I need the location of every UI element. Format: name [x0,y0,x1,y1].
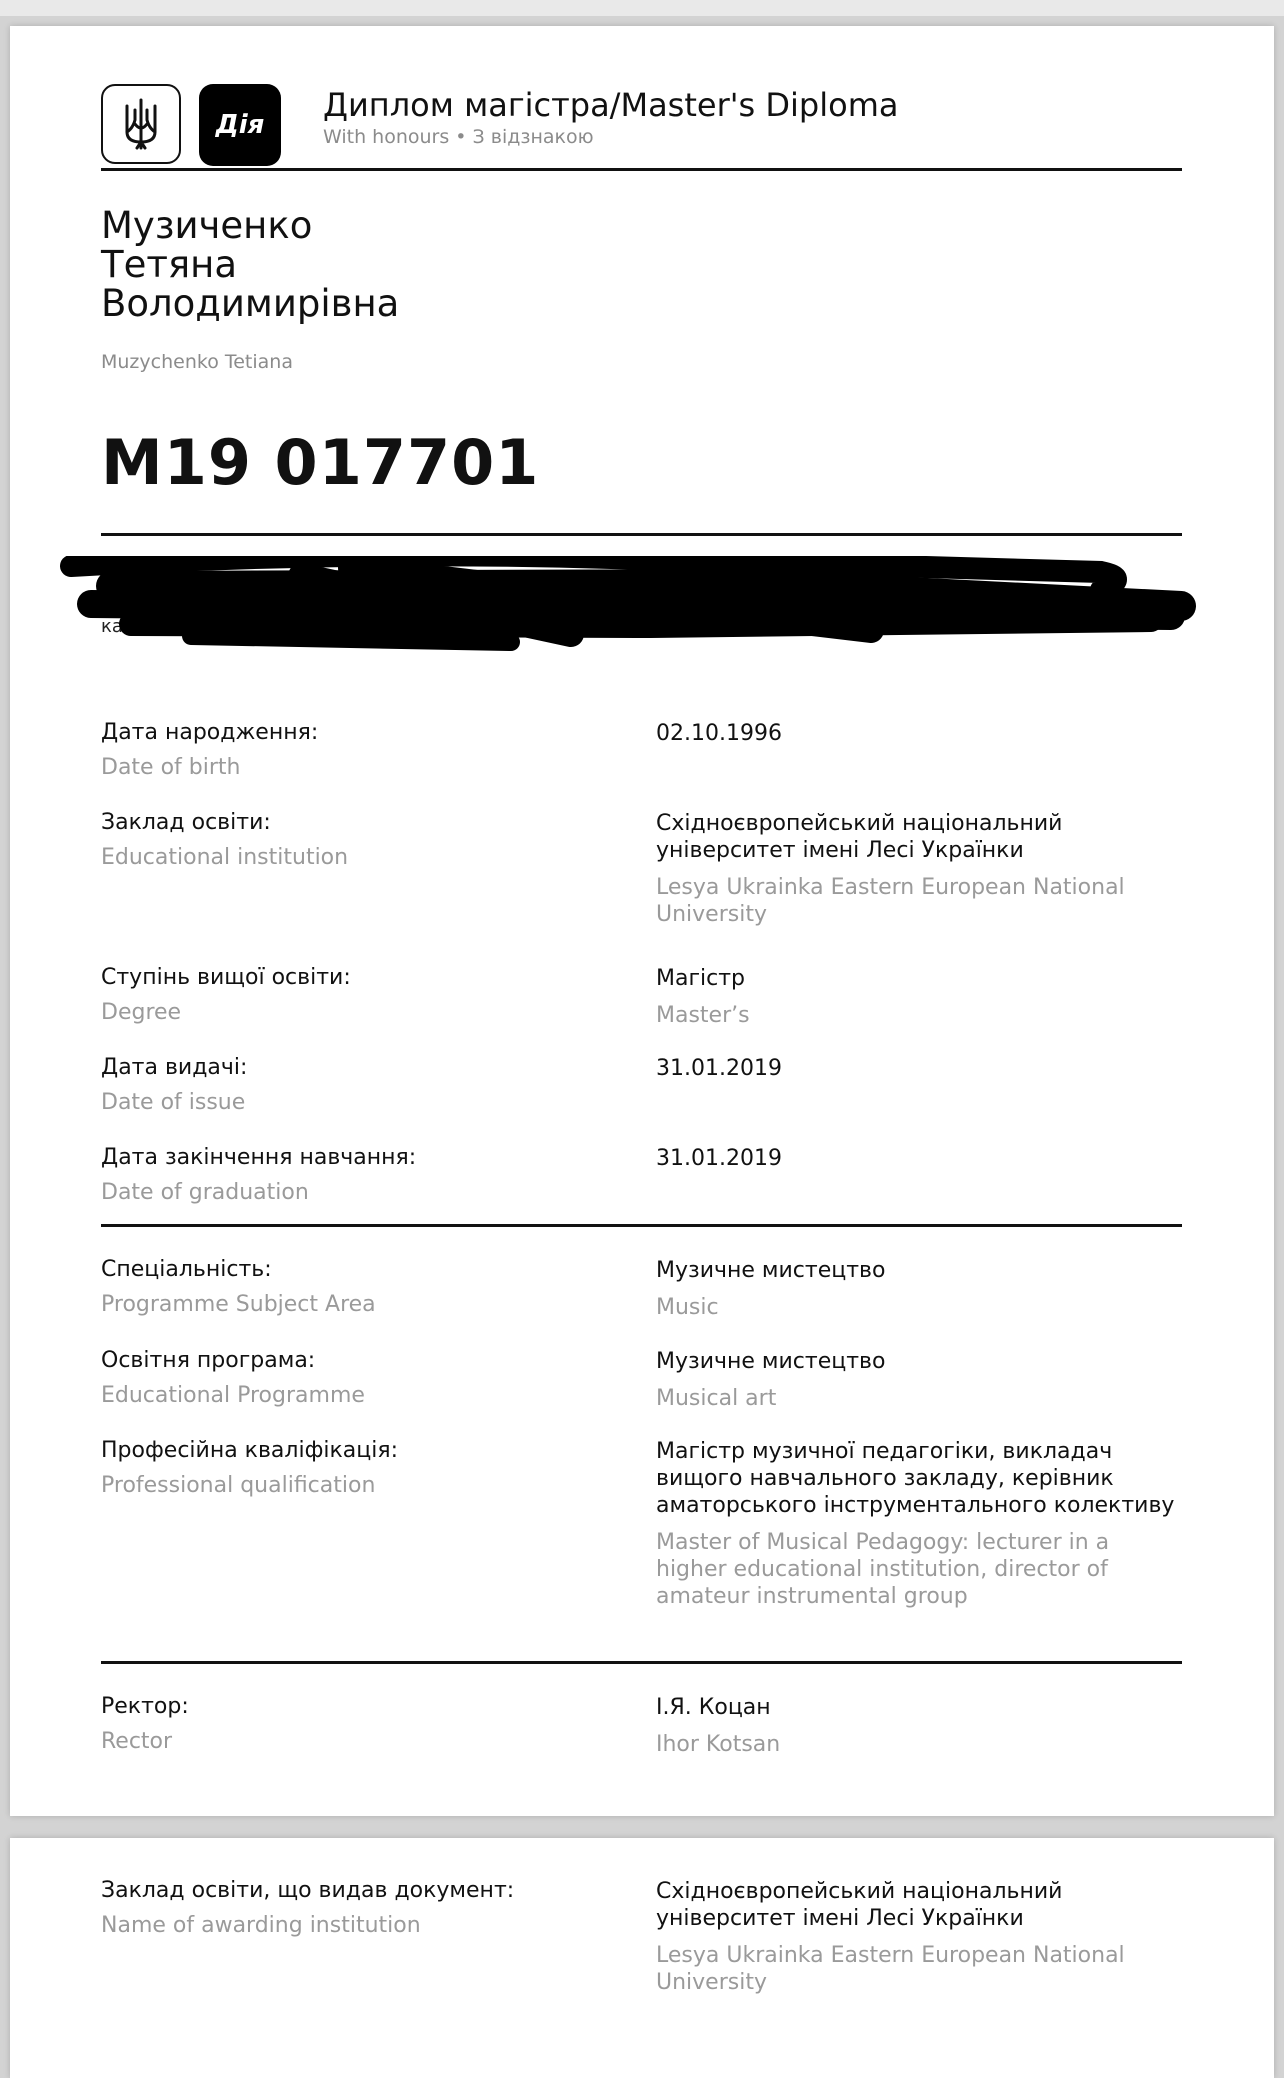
label-en: Date of graduation [101,1180,309,1205]
value-en: Lesya Ukrainka Eastern European National University [656,1943,1125,1995]
label-uk: Дата народження: [101,720,319,745]
divider [101,1661,1182,1664]
label-uk: Ступінь вищої освіти: [101,965,351,990]
awarding-card [10,1838,1274,2078]
patronymic: Володимирівна [101,282,400,325]
holder-name [101,206,399,323]
label-en: Name of awarding institution [101,1913,421,1938]
label-en: Professional qualification [101,1473,376,1498]
document-subtitle: With honours • З відзнакою [323,126,594,148]
value-uk: І.Я. Коцан [656,1695,771,1720]
label-uk: Ректор: [101,1694,189,1719]
label-en: Degree [101,1000,182,1025]
divider [101,168,1182,171]
label-uk: Дата закінчення навчання: [101,1145,417,1170]
label-uk: Дата видачі: [101,1055,248,1080]
divider [101,533,1182,536]
label-uk: Заклад освіти: [101,810,271,835]
diploma-header [101,56,1182,166]
value-uk: 02.10.1996 [656,721,782,746]
value-uk: Східноєвропейський національний університет імені Лесі Українки [656,811,1063,863]
holder-name-latin: Muzychenko Tetiana [101,351,293,373]
document-number: M19 017701 [101,426,540,499]
value-en: Musical art [656,1386,777,1411]
diia-logo: Дія [199,84,281,166]
label-en: Date of birth [101,755,241,780]
label-en: Rector [101,1729,173,1754]
first-name: Тетяна [101,243,238,286]
value-en: Master of Musical Pedagogy: lecturer in a higher educational institution, director of amateur instrumental group [656,1530,1110,1609]
value-en: Ihor Kotsan [656,1732,781,1757]
surname: Музиченко [101,204,313,247]
label-uk: Заклад освіти, що видав документ: [101,1878,515,1903]
value-uk: 31.01.2019 [656,1056,782,1081]
label-uk: Спеціальність: [101,1257,272,1282]
label-en: Programme Subject Area [101,1292,376,1317]
value-uk: Музичне мистецтво [656,1349,886,1374]
label-uk: Освітня програма: [101,1348,316,1373]
value-uk: Магістр музичної педагогіки, викладач вищого навчального закладу, керівник аматорського інструментального колективу [656,1439,1175,1518]
value-en: Master’s [656,1003,750,1028]
redacted-area [101,566,1201,656]
value-uk: Музичне мистецтво [656,1258,886,1283]
label-en: Date of issue [101,1090,246,1115]
redacted-text: The di вул.Коня кафедри [101,572,186,637]
value-en: Music [656,1295,719,1320]
value-uk: 31.01.2019 [656,1146,782,1171]
document-title: Диплом магістра/Master's Diploma [323,86,899,124]
value-en: Lesya Ukrainka Eastern European National University [656,875,1125,927]
value-uk: Магістр [656,966,746,991]
diploma-card [10,26,1274,1816]
label-uk: Професійна кваліфікація: [101,1438,399,1463]
label-en: Educational Programme [101,1383,365,1408]
label-en: Educational institution [101,845,349,870]
divider [101,1224,1182,1227]
trident-icon [101,84,181,164]
redaction-scribble [51,556,1231,666]
value-uk: Східноєвропейський національний університет імені Лесі Українки [656,1879,1063,1931]
top-edge [0,0,1284,16]
